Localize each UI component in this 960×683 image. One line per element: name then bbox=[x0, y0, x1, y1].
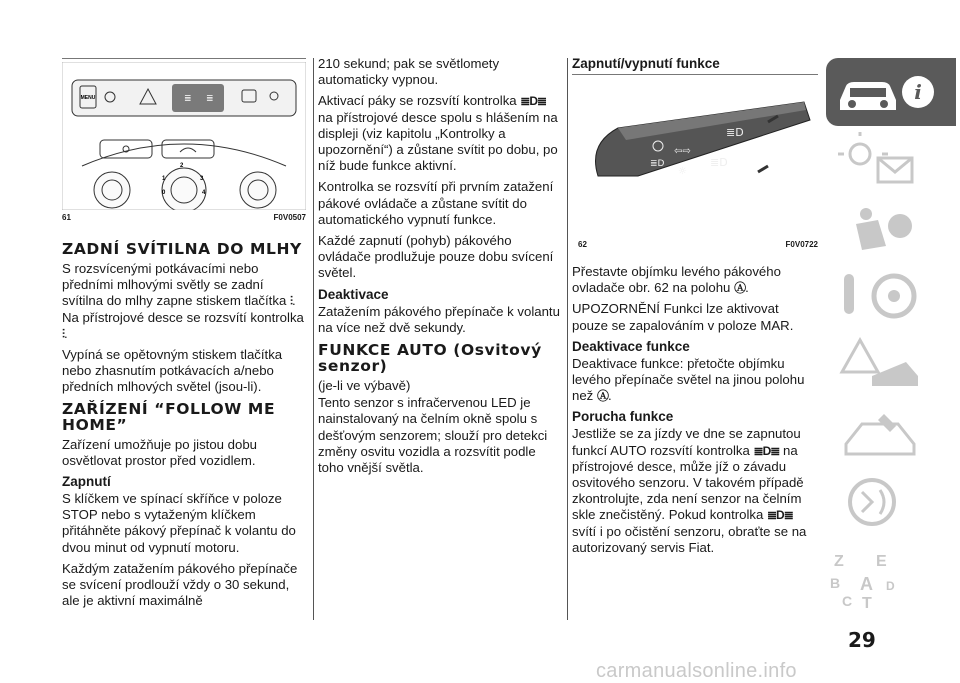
tab-emergency[interactable] bbox=[826, 332, 956, 400]
svg-text:☼: ☼ bbox=[678, 166, 687, 177]
figure-62-caption bbox=[578, 240, 818, 249]
column-divider-2 bbox=[567, 58, 568, 620]
tab-maintenance[interactable] bbox=[826, 400, 956, 468]
paragraph-auto-sensor: Tento senzor s infračervenou LED je nainstalovaný na čelním okně spolu s dešťovým senzorem; slouží pro detekci změny osvitu vozidla a rozsvítit podle toho vnější světla. bbox=[318, 395, 548, 476]
svg-text:D: D bbox=[886, 579, 895, 593]
paragraph-zapnuti-2: Každým zatažením pákového přepínače se svícení prodlouží vždy o 30 sekund, ale je aktivní maximálně bbox=[62, 560, 298, 609]
tab-safety[interactable] bbox=[826, 196, 956, 264]
multimedia-icon bbox=[826, 468, 956, 536]
warning-light-envelope-icon bbox=[826, 128, 956, 196]
svg-text:i: i bbox=[914, 80, 922, 104]
tab-starting-driving[interactable] bbox=[826, 264, 956, 332]
heading-zapnuti: Zapnutí bbox=[62, 474, 111, 490]
svg-text:T: T bbox=[862, 595, 872, 612]
heading-deaktivace-funkce: Deaktivace funkce bbox=[572, 338, 690, 354]
paragraph-rear-fog-2: Vypíná se opětovným stiskem tlačítka nebo zhasnutím potkávacích a/nebo předních mlhových světel (jsou-li). bbox=[62, 347, 283, 395]
page-number: 29 bbox=[848, 628, 876, 652]
paragraph-porucha: Jestliže se za jízdy ve dne se zapnutou funkcí AUTO rozsvítí kontrolka ≣D≣ na přístrojové desce, může jíž o závadu osvitového senzoru. V takovém případě zkontrolujte, zda není senzor na čelním skle znečistěný. Pokud kontrolka ≣D≣ svítí i po očistění senzoru, obraťte se na autorizovaný servis Fiat. bbox=[572, 426, 807, 555]
top-rule-col3 bbox=[572, 74, 818, 75]
paragraph-zapnuti-auto: Přestavte objímku levého pákového ovladače obr. 62 na polohu Ⓐ. bbox=[572, 264, 781, 296]
figure-62-number: 62 bbox=[578, 240, 587, 249]
paragraph-zapnuti-1: S klíčkem ve spínací skříňce v poloze STOP nebo s vytaženým klíčkem přitáhněte pákový přepínač k volantu do dvou minut od vypnutí motoru. bbox=[62, 491, 296, 555]
auto-icon-2: Ⓐ bbox=[596, 389, 608, 404]
index-letters-icon bbox=[826, 540, 956, 612]
svg-text:≣D: ≣D bbox=[726, 126, 744, 139]
heading-rear-fog-light: ZADNÍ SVÍTILNA DO MLHY bbox=[62, 240, 302, 258]
maintenance-icon bbox=[826, 400, 956, 468]
svg-text:⇦⇨: ⇦⇨ bbox=[674, 146, 691, 157]
svg-text:1: 1 bbox=[162, 176, 166, 182]
paragraph-follow-warning: Aktivací páky se rozsvítí kontrolka ≣D≣ na přístrojové desce spolu s hlášením na displeji (viz kapitolu „Kontrolky a upozornění“) a zůstane svítit po dobu, po níž bude funkce aktivní. bbox=[318, 93, 558, 174]
emergency-icon bbox=[826, 332, 956, 400]
figure-61-illustration bbox=[62, 62, 306, 210]
paragraph-follow-continued: 210 sekund; pak se světlomety automaticky vypnou. bbox=[318, 56, 500, 88]
figure-61-code: F0V0507 bbox=[273, 213, 306, 222]
figure-62-code: F0V0722 bbox=[785, 240, 818, 249]
lights-warning-icon-2: ≣D≣ bbox=[767, 508, 793, 523]
follow-me-home-icon: ≣D≣ bbox=[520, 94, 547, 109]
heading-porucha: Porucha funkce bbox=[572, 409, 674, 425]
column-3 bbox=[572, 56, 818, 73]
paragraph-deaktivace-funkce: Deaktivace funkce: přetočte objímku levého přepínače světel na jinou polohu než Ⓐ. bbox=[572, 355, 805, 404]
tab-multimedia[interactable] bbox=[826, 468, 956, 536]
paragraph-follow-intro: Zařízení umožňuje po jistou dobu osvětlovat prostor před vozidlem. bbox=[62, 436, 257, 468]
seatbelt-airbag-icon bbox=[826, 196, 956, 264]
watermark: carmanualsonline.info bbox=[596, 660, 797, 682]
svg-text:0: 0 bbox=[162, 190, 166, 196]
paragraph-auto-note: (je-li ve výbavě) bbox=[318, 378, 411, 394]
figure-61-caption bbox=[62, 213, 306, 222]
paragraph-follow-3: Kontrolka se rozsvítí při prvním zatažení pákové ovládače a zůstane svítit do automatického vypnutí funkce. bbox=[318, 179, 554, 227]
column-1 bbox=[62, 241, 306, 614]
column-2 bbox=[318, 56, 564, 481]
top-rule-col1 bbox=[62, 58, 306, 59]
car-info-icon bbox=[826, 58, 956, 126]
rear-fog-warning-icon: ⫶ bbox=[62, 326, 65, 341]
svg-text:B: B bbox=[830, 575, 841, 591]
svg-text:≣D: ≣D bbox=[710, 156, 728, 169]
paragraph-upozorneni: UPOZORNĚNÍ Funkci lze aktivovat pouze se zapalováním v poloze MAR. bbox=[572, 301, 794, 333]
svg-text:Z: Z bbox=[834, 553, 844, 570]
svg-text:≣D: ≣D bbox=[650, 159, 665, 169]
heading-deaktivace: Deaktivace bbox=[318, 286, 389, 302]
svg-text:3: 3 bbox=[200, 176, 204, 182]
svg-text:≣: ≣ bbox=[206, 94, 214, 104]
lever-stalk-drawing bbox=[578, 84, 818, 232]
dashboard-controls-drawing bbox=[62, 62, 306, 210]
auto-icon: Ⓐ bbox=[734, 281, 746, 296]
heading-zapnuti-vypnuti: Zapnutí/vypnutí funkce bbox=[572, 56, 720, 71]
svg-text:C: C bbox=[842, 593, 853, 609]
menu-button-label: MENU bbox=[80, 95, 96, 101]
tab-car-info[interactable] bbox=[826, 58, 956, 126]
svg-text:A: A bbox=[860, 574, 873, 594]
key-steering-wheel-icon bbox=[826, 264, 956, 332]
paragraph-deaktivace: Zatažením pákového přepínače k volantu na více než dvě sekundy. bbox=[318, 303, 560, 335]
heading-follow-me-home: ZAŘÍZENÍ “FOLLOW ME HOME” bbox=[62, 399, 276, 434]
paragraph-follow-4: Každé zapnutí (pohyb) pákového ovládače prodlužuje pouze dobu svícení světel. bbox=[318, 233, 554, 281]
column-3-body bbox=[572, 264, 818, 561]
svg-text:≣: ≣ bbox=[184, 94, 192, 104]
svg-text:4: 4 bbox=[202, 190, 206, 196]
paragraph-rear-fog-1: S rozsvícenými potkávacími nebo předními mlhovými světly se zadní svítilna do mlhy zapne stiskem tlačítka ⫶. Na přístrojové desce se rozsvítí kontrolka ⫶. bbox=[62, 261, 304, 341]
svg-text:2: 2 bbox=[180, 163, 184, 169]
heading-auto-function: FUNKCE AUTO (Osvitový senzor) bbox=[318, 341, 542, 376]
figure-61-number: 61 bbox=[62, 213, 71, 222]
tab-dashboard-warnings[interactable] bbox=[826, 128, 956, 196]
figure-62-illustration bbox=[578, 84, 818, 232]
rear-fog-icon: ⫶ bbox=[289, 294, 292, 309]
column-divider-1 bbox=[313, 58, 314, 620]
lights-warning-icon: ≣D≣ bbox=[753, 443, 780, 458]
tab-index[interactable] bbox=[826, 540, 956, 612]
svg-text:E: E bbox=[876, 553, 887, 570]
